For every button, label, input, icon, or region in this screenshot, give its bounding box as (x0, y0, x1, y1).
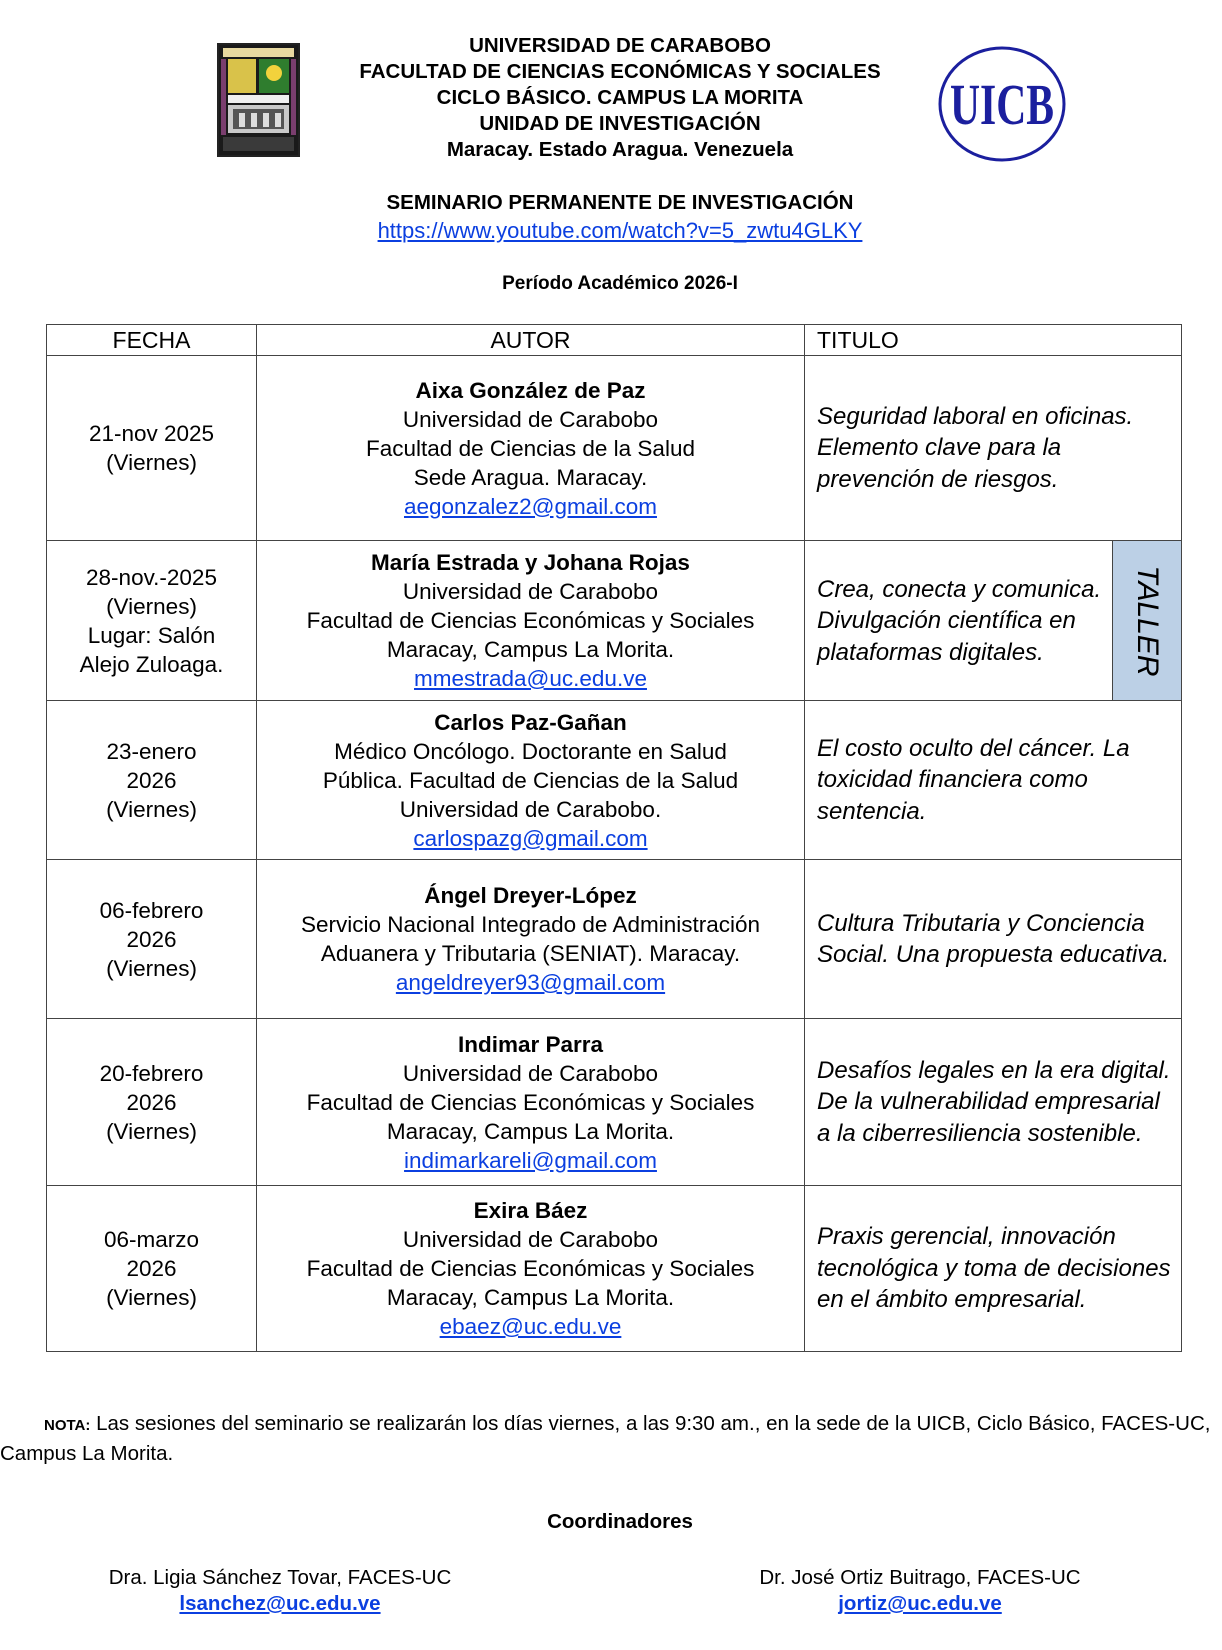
seminar-title: SEMINARIO PERMANENTE DE INVESTIGACIÓN (386, 191, 854, 214)
author-affiliation: Maracay, Campus La Morita. (386, 1118, 675, 1144)
author-cell (257, 701, 805, 860)
date-line: 2026 (126, 1256, 177, 1281)
date-line: (Viernes) (106, 796, 197, 822)
author-email-link[interactable]: carlospazg@gmail.com (413, 825, 648, 851)
date-line: 06-marzo (103, 1227, 200, 1252)
author-affiliation: Facultad de Ciencias de la Salud (366, 435, 695, 461)
table-row (47, 701, 1182, 860)
author-email-link[interactable]: indimarkareli@gmail.com (404, 1147, 657, 1173)
author-affiliation: Universidad de Carabobo. (399, 796, 662, 822)
date-cell (47, 1186, 257, 1352)
date-line: 20-febrero (99, 1060, 204, 1086)
header-autor: AUTOR (257, 325, 805, 356)
academic-period: Período Académico 2026-I (502, 273, 738, 294)
author-email-link[interactable]: angeldreyer93@gmail.com (395, 970, 666, 995)
date-line: 2026 (126, 1089, 177, 1115)
date-line: (Viernes) (106, 593, 197, 619)
coordinator-email-link[interactable]: lsanchez@uc.edu.ve (179, 1592, 381, 1615)
date-line: 06-febrero (99, 897, 204, 923)
author-name: María Estrada y Johana Rojas (371, 550, 690, 575)
coordinators-heading: Coordinadores (547, 1510, 693, 1533)
date-line: Alejo Zuloaga. (79, 651, 224, 677)
title-cell: Praxis gerencial, innovación tecnológica y toma de decisiones en el ámbito empresarial. (805, 1186, 1182, 1352)
title-cell (805, 541, 1182, 701)
table-header-row (47, 325, 1182, 356)
author-email-link[interactable]: aegonzalez2@gmail.com (404, 493, 657, 519)
institution-line: FACULTAD DE CIENCIAS ECONÓMICAS Y SOCIALES (359, 60, 881, 83)
coordinator-right (730, 1565, 1110, 1617)
table-row (47, 541, 1182, 701)
author-affiliation: Universidad de Carabobo (402, 1227, 659, 1252)
taller-badge (1112, 541, 1181, 700)
date-cell (47, 541, 257, 701)
note-paragraph (0, 1410, 1222, 1468)
taller-label: TALLER (1130, 564, 1164, 677)
author-affiliation: Facultad de Ciencias Económicas y Sociales (306, 1256, 755, 1281)
author-name: Ángel Dreyer-López (424, 883, 637, 908)
date-line: (Viernes) (106, 955, 197, 981)
institution-line: CICLO BÁSICO. CAMPUS LA MORITA (436, 86, 804, 109)
header-titulo: TITULO (805, 325, 1182, 356)
institution-line: UNIVERSIDAD DE CARABOBO (469, 34, 771, 57)
date-line: (Viernes) (106, 450, 197, 475)
table-row (47, 1186, 1182, 1352)
title-cell: El costo oculto del cáncer. La toxicidad financiera como sentencia. (805, 701, 1182, 860)
author-affiliation: Maracay, Campus La Morita. (386, 1285, 675, 1310)
date-line: 28-nov.-2025 (86, 564, 217, 590)
coordinator-name: Dr. José Ortiz Buitrago, FACES-UC (759, 1566, 1081, 1589)
date-cell (47, 356, 257, 541)
date-line: 2026 (126, 767, 177, 793)
uicb-logo-text: UICB (950, 72, 1054, 137)
date-cell (47, 701, 257, 860)
date-cell (47, 860, 257, 1019)
table-row (47, 1019, 1182, 1186)
author-cell (257, 1186, 805, 1352)
date-line: (Viernes) (106, 1118, 197, 1144)
author-affiliation: Maracay, Campus La Morita. (386, 637, 675, 662)
date-line: (Viernes) (106, 1285, 197, 1310)
institution-header (250, 33, 990, 163)
note-label: NOTA: (44, 1417, 91, 1434)
author-affiliation: Pública. Facultad de Ciencias de la Salud (322, 767, 739, 793)
author-cell (257, 541, 805, 701)
author-name: Carlos Paz-Gañan (434, 709, 627, 735)
author-affiliation: Facultad de Ciencias Económicas y Sociales (306, 1089, 755, 1115)
date-cell (47, 1019, 257, 1186)
title-cell: Desafíos legales en la era digital. De la vulnerabilidad empresarial a la ciberresiliencia sostenible. (805, 1019, 1182, 1186)
date-line: Lugar: Salón (87, 622, 216, 648)
title-cell: Cultura Tributaria y Conciencia Social. Una propuesta educativa. (805, 860, 1182, 1019)
institution-line: Maracay. Estado Aragua. Venezuela (446, 138, 794, 161)
title-cell: Seguridad laboral en oficinas. Elemento clave para la prevención de riesgos. (805, 356, 1182, 541)
author-affiliation: Universidad de Carabobo (402, 579, 659, 604)
author-cell (257, 860, 805, 1019)
author-name: Aixa González de Paz (415, 377, 646, 403)
coordinator-name: Dra. Ligia Sánchez Tovar, FACES-UC (108, 1566, 452, 1589)
author-email-link[interactable]: ebaez@uc.edu.ve (439, 1314, 622, 1339)
coordinator-email-link[interactable]: jortiz@uc.edu.ve (838, 1592, 1002, 1615)
coordinator-left (90, 1565, 470, 1617)
table-row (47, 356, 1182, 541)
date-line: 2026 (126, 926, 177, 952)
author-affiliation: Universidad de Carabobo (402, 1060, 659, 1086)
author-affiliation: Servicio Nacional Integrado de Administración (301, 912, 760, 937)
author-name: Indimar Parra (457, 1031, 604, 1057)
schedule-table (46, 324, 1182, 1352)
author-email-link[interactable]: mmestrada@uc.edu.ve (414, 666, 647, 691)
institution-line: UNIDAD DE INVESTIGACIÓN (479, 112, 761, 135)
table-row (47, 860, 1182, 1019)
author-affiliation: Sede Aragua. Maracay. (413, 464, 648, 490)
author-cell (257, 356, 805, 541)
title-text: Crea, conecta y comunica. Divulgación científica en plataformas digitales. (817, 575, 1102, 666)
author-affiliation: Universidad de Carabobo (402, 406, 659, 432)
author-affiliation: Facultad de Ciencias Económicas y Sociales (306, 608, 755, 633)
author-affiliation: Aduanera y Tributaria (SENIAT). Maracay. (320, 941, 741, 966)
date-line: 23-enero (106, 738, 197, 764)
author-name: Exira Báez (473, 1198, 588, 1223)
header-fecha: FECHA (47, 325, 257, 356)
author-cell (257, 1019, 805, 1186)
date-line: 21-nov 2025 (88, 421, 215, 446)
youtube-link[interactable]: https://www.youtube.com/watch?v=5_zwtu4GLKY (377, 218, 863, 243)
note-text: Las sesiones del seminario se realizarán los días viernes, a las 9:30 am., en la sede de la UICB, Ciclo Básico, FACES-UC, Campus La Morita. (0, 1412, 1211, 1465)
author-affiliation: Médico Oncólogo. Doctorante en Salud (334, 738, 727, 764)
